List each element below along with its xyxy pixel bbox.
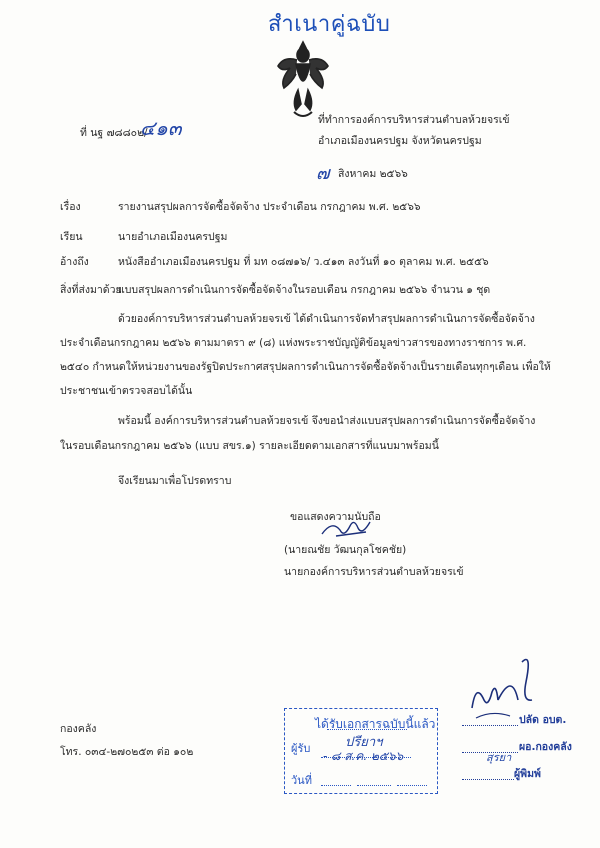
stamp-date-line-day: [321, 785, 351, 786]
body-paragraph1-line3: ๒๕๔๐ กำหนดให้หน่วยงานของรัฐปิดประกาศสรุปผลการดำเนินการจัดซื้อจัดจ้างเป็นรายเดือนทุกๆเดือน เพื่อให้: [60, 361, 551, 373]
attachment-label: สิ่งที่ส่งมาด้วย: [60, 284, 122, 296]
office-address-line2: อำเภอเมืองนครปฐม จังหวัดนครปฐม: [318, 135, 482, 147]
subject-text: รายงานสรุปผลการจัดซื้อจัดจ้าง ประจำเดือน กรกฎาคม พ.ศ. ๒๕๖๖: [118, 201, 421, 213]
stamp-receiver-handwritten: ปรียาฯ: [345, 735, 383, 750]
approver-signatures-icon: [462, 642, 546, 722]
initials-handwritten-name: สุรยา: [486, 751, 512, 764]
handwritten-reference-number: ๔๑๓: [140, 116, 182, 140]
regards-phrase: ขอแสดงความนับถือ: [290, 511, 381, 523]
body-paragraph2-line1: พร้อมนี้ องค์การบริหารส่วนตำบลห้วยจรเข้ จึงขอนำส่งแบบสรุปผลการดำเนินการจัดซื้อจัดจ้าง: [118, 415, 536, 427]
reference-text: หนังสืออำเภอเมืองนครปฐม ที่ มท ๐๘๗๑๖/ ว.๔๑๓ ลงวันที่ ๑๐ ตุลาคม พ.ศ. ๒๕๕๖: [118, 256, 489, 268]
stamp-date-label: วันที่: [291, 774, 312, 787]
recipient-label: เรียน: [60, 231, 83, 243]
body-paragraph1-line2: ประจำเดือนกรกฎาคม ๒๕๖๖ ตามมาตรา ๙ (๘) แห่งพระราชบัญญัติข้อมูลข่าวสารของทางราชการ พ.ศ.: [60, 337, 527, 349]
stamp-receiver-line: [327, 729, 407, 730]
initials-label-1: ปลัด อบต.: [519, 714, 567, 726]
stamp-date-line-month: [357, 785, 391, 786]
signer-name: (นายณชัย วัฒนกุลโชคชัย): [284, 544, 407, 556]
stamp-receiver-label: ผู้รับ: [291, 742, 311, 755]
subject-label: เรื่อง: [60, 201, 81, 213]
closing-phrase: จึงเรียนมาเพื่อโปรดทราบ: [118, 475, 232, 487]
initials-label-2: ผอ.กองคลัง: [519, 741, 572, 753]
recipient-text: นายอำเภอเมืองนครปฐม: [118, 231, 228, 243]
stamp-received-date-handwritten: - ๘ ส.ค. ๒๕๖๖: [323, 749, 404, 763]
attachment-text: แบบสรุปผลการดำเนินการจัดซื้อจัดจ้างในรอบเดือน กรกฎาคม ๒๕๖๖ จำนวน ๑ ชุด: [118, 284, 491, 296]
signer-position: นายกองค์การบริหารส่วนตำบลห้วยจรเข้: [284, 566, 464, 578]
letter-date: สิงหาคม ๒๕๖๖: [338, 168, 408, 180]
stamp-date-line-year: [397, 785, 427, 786]
initials-label-3: ผู้พิมพ์: [514, 768, 541, 780]
initials-line-3: [462, 779, 514, 780]
handwritten-date-day: ๗: [316, 163, 330, 184]
department-name: กองคลัง: [60, 723, 97, 735]
received-stamp: [284, 708, 438, 794]
stamp-title: ได้รับเอกสารฉบับนี้แล้ว: [315, 717, 436, 731]
signature-icon: [318, 512, 378, 542]
reference-label: อ้างถึง: [60, 256, 89, 268]
body-paragraph2-line2: ในรอบเดือนกรกฎาคม ๒๕๖๖ (แบบ สขร.๑) รายละเอียดตามเอกสารที่แนบมาพร้อมนี้: [60, 440, 439, 452]
copy-title: สำเนาคู่ฉบับ: [268, 12, 391, 37]
garuda-emblem-icon: [274, 38, 332, 122]
office-address-line1: ที่ทำการองค์การบริหารส่วนตำบลห้วยจรเข้: [318, 114, 510, 126]
body-paragraph1-line1: ด้วยองค์การบริหารส่วนตำบลห้วยจรเข้ ได้ดำเนินการจัดทำสรุปผลการดำเนินการจัดซื้อจัดจ้าง: [118, 313, 535, 325]
initials-line-1: [462, 725, 518, 726]
body-paragraph1-line4: ประชาชนเข้าตรวจสอบได้นั้น: [60, 385, 193, 397]
phone-number: โทร. ๐๓๔-๒๗๐๒๕๓ ต่อ ๑๐๒: [60, 746, 194, 758]
reference-number-label: ที่ นฐ ๗๘๘๐๒/: [80, 127, 148, 139]
